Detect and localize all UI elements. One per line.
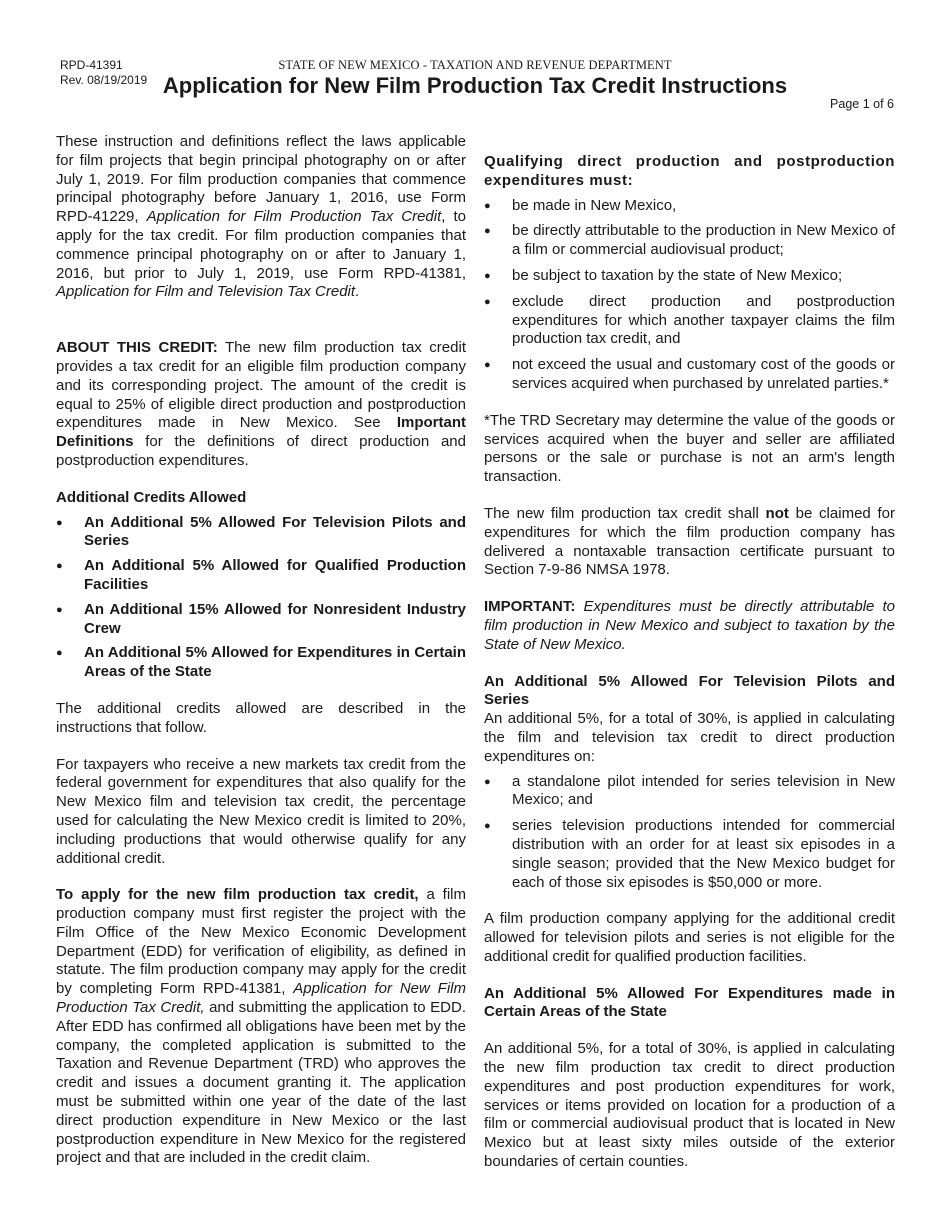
list-item: ● be made in New Mexico, [484,197,895,216]
apply-paragraph: To apply for the new film production tax credit, a film production company must first register the project with the Film Office of the New Mexico Economic Development Department (EDD) for verification of eligibility, as defined in statute. The film production company may apply for the credit by completing Form RPD-41381, Application for New Film Production Tax Credit, and submitting the application to EDD. After EDD has confirmed all obligations have been met by the company, the completed application is submitted to the Taxation and Revenue Department (TRD) who approves the credit and issues a document granting it. The application must be submitted within one year of the date of the last direct production expenditure in New Mexico or the last postproduction expenditure in New Mexico for the registered project and that are included in the credit claim. [56,886,467,1167]
additional-credits-list [56,514,466,682]
list-item: ● An Additional 5% Allowed for Expenditures in Certain Areas of the State [56,644,466,682]
qualifying-heading: Qualifying direct production and postproduction expenditures must: [484,153,895,189]
intro-paragraph: These instruction and definitions reflect the laws applicable for film projects that begin principal photography on or after July 1, 2019. For film production companies that commence principal photography before January 1, 2016, use Form RPD-41229, Application for Film Production Tax Credit, to apply for the tax credit. For film production companies that commence principal photography on or after to January 1, 2016, but prior to July 1, 2019, use Form RPD-41381, Application for Film and Television Tax Credit. [56,133,466,301]
list-item: ● An Additional 5% Allowed For Television Pilots and Series [56,514,466,552]
page-title: Application for New Film Production Tax Credit Instructions [162,73,788,98]
revision-date: Rev. 08/19/2019 [60,73,148,87]
list-item: ● be directly attributable to the production in New Mexico of a film or commercial audiovisual product; [484,222,895,260]
right-column [484,153,895,1172]
list-item: ● exclude direct production and postproduction expenditures for which another taxpayer claims the film production tax credit, and [484,293,895,349]
described-paragraph: The additional credits allowed are described in the instructions that follow. [56,699,466,736]
form-number: RPD-41391 [60,58,123,72]
tv-pilots-note: A film production company applying for the additional credit allowed for television pilots and series is not eligible for the additional credit for qualified production facilities. [484,910,895,965]
certain-areas-paragraph: An additional 5%, for a total of 30%, is applied in calculating the new film production tax credit to direct production expenditures and post production expenditures for work, services or items provided on location for a production of a film or commercial audiovisual product that is located in New Mexico but at least sixty miles outside of the exterior boundaries of certain counties. [484,1040,895,1171]
list-item: ● An Additional 15% Allowed for Nonresident Industry Crew [56,601,466,639]
tv-pilots-paragraph: An additional 5%, for a total of 30%, is applied in calculating the film and television tax credit to direct production expenditures on: [484,710,895,765]
list-item: ● not exceed the usual and customary cost of the goods or services acquired when purchased by unrelated parties.* [484,356,895,394]
about-credit-paragraph: ABOUT THIS CREDIT: The new film production tax credit provides a tax credit for an eligible film production company and its corresponding project. The amount of the credit is equal to 25% of eligible direct production and postproduction expenditures made in New Mexico. See Important Definitions for the definitions of direct production and postproduction expenditures. [56,339,466,469]
new-markets-paragraph: For taxpayers who receive a new markets tax credit from the federal government for expenditures that also qualify for the New Mexico film and television tax credit, the percentage used for calculating the New Mexico credit is limited to 20%, including productions that would otherwise qualify for any additional credit. [56,755,466,867]
tv-pilots-heading: An Additional 5% Allowed For Television Pilots and Series [484,672,895,709]
list-item: ● a standalone pilot intended for series television in New Mexico; and [484,773,895,811]
department-name: STATE OF NEW MEXICO - TAXATION AND REVENUE DEPARTMENT [278,58,672,72]
list-item: ● An Additional 5% Allowed for Qualified Production Facilities [56,557,466,595]
certain-areas-heading: An Additional 5% Allowed For Expenditures made in Certain Areas of the State [484,984,895,1021]
page-number: Page 1 of 6 [830,97,894,111]
tv-pilots-list [484,773,895,893]
secretary-note: *The TRD Secretary may determine the value of the goods or services acquired when the buyer and seller are affiliated persons or the sale or purchase is not an arm's length transaction. [484,411,895,486]
list-item: ● series television productions intended for commercial distribution with an order for at least six episodes in a single season; provided that the New Mexico budget for each of those six episodes is $50,000 or more. [484,817,895,892]
list-item: ● be subject to taxation by the state of New Mexico; [484,267,895,286]
left-column [56,133,466,1168]
additional-credits-heading: Additional Credits Allowed [56,488,247,506]
important-paragraph: IMPORTANT: Expenditures must be directly attributable to film production in New Mexico and subject to taxation by the State of New Mexico. [484,598,895,653]
qualifying-list [484,197,895,394]
not-claimed-paragraph: The new film production tax credit shall not be claimed for expenditures for which the film production company has delivered a nontaxable transaction certificate pursuant to Section 7-9-86 NMSA 1978. [484,504,896,579]
